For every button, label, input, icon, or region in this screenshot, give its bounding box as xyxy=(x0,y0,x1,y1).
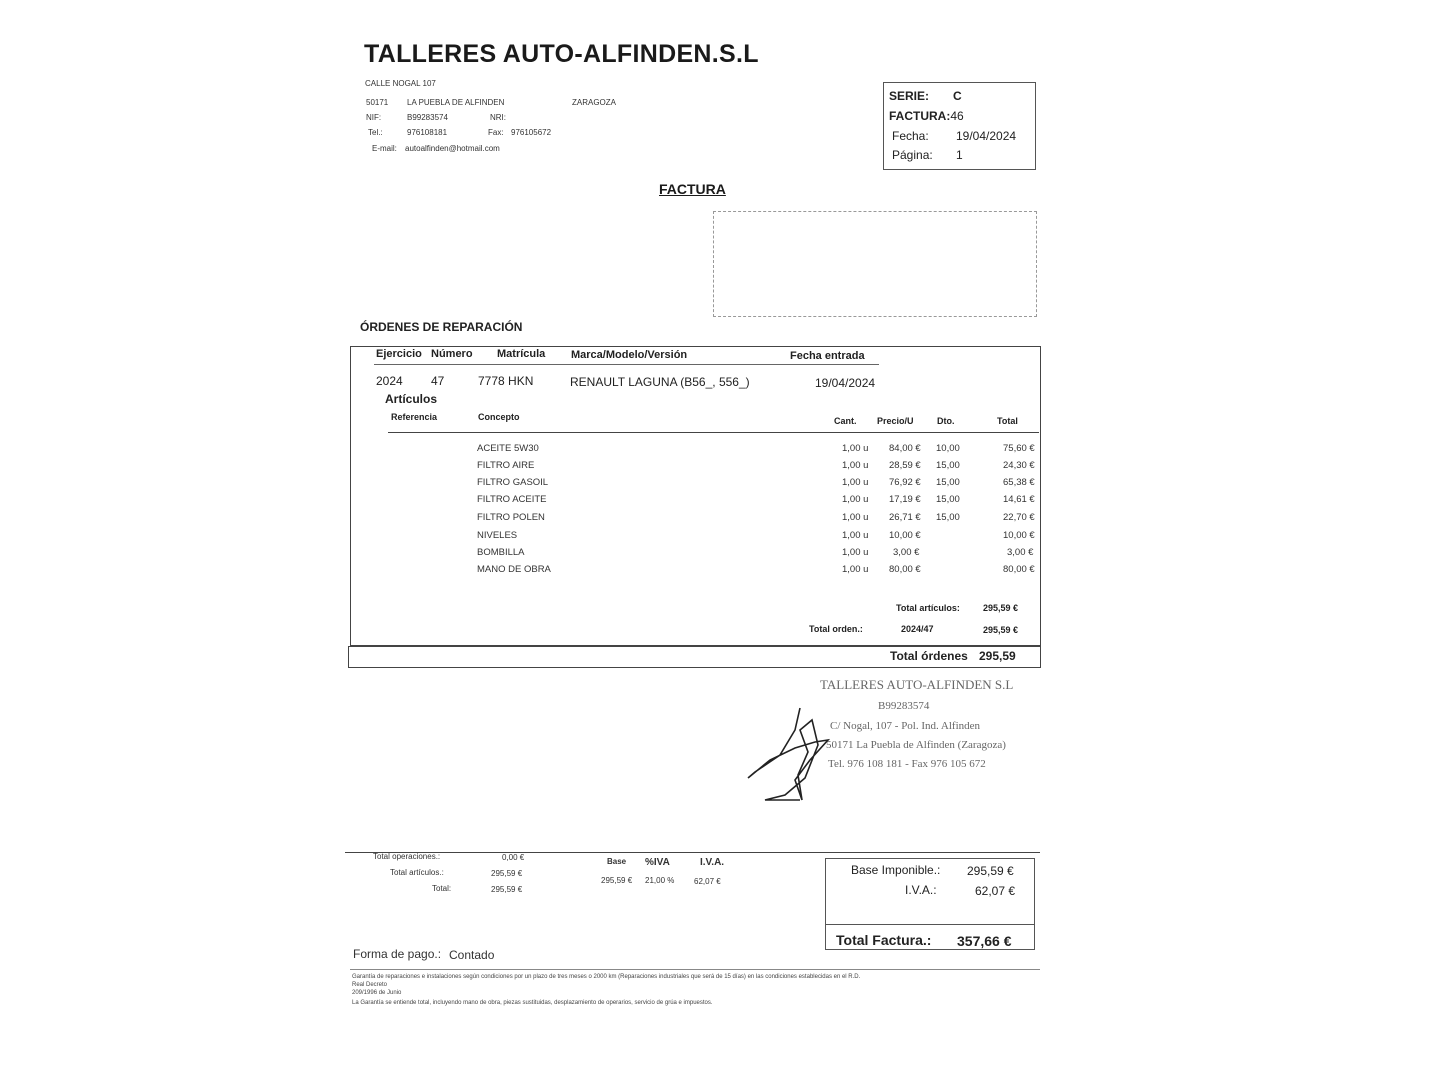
item-cant: 1,00 u xyxy=(842,512,869,523)
total-label: Total: xyxy=(432,884,452,893)
fax-value: 976105672 xyxy=(511,128,552,137)
table-row xyxy=(0,460,1440,477)
footer-line-3: 209/1996 de Junio xyxy=(352,990,402,996)
item-total: 10,00 € xyxy=(1003,530,1035,541)
item-cant: 1,00 u xyxy=(842,443,869,454)
stamp-line-5: Tel. 976 108 181 - Fax 976 105 672 xyxy=(828,758,986,770)
pagina-row xyxy=(892,148,963,162)
tax-piva-label: %IVA xyxy=(645,857,670,868)
summary-base-label: Base Imponible.: xyxy=(851,863,941,877)
item-dto: 15,00 xyxy=(936,494,960,505)
nri-label: NRI: xyxy=(490,113,506,122)
item-precio: 80,00 € xyxy=(889,564,921,575)
factura-value: 46 xyxy=(950,109,964,123)
serie-label: SERIE: xyxy=(889,89,930,103)
total-ordenes-value: 295,59 xyxy=(979,649,1016,663)
bottom-divider xyxy=(345,852,1040,853)
item-concepto: ACEITE 5W30 xyxy=(477,443,539,454)
stamp-line-2: B99283574 xyxy=(878,700,930,712)
item-precio: 10,00 € xyxy=(889,530,921,541)
col-fecha: Fecha entrada xyxy=(790,350,865,362)
total-value: 295,59 € xyxy=(491,885,523,894)
item-precio: 26,71 € xyxy=(889,512,921,523)
tel-value: 976108181 xyxy=(407,128,448,137)
tax-piva-value: 21,00 % xyxy=(645,876,675,885)
item-col-concepto: Concepto xyxy=(478,412,520,422)
table-row xyxy=(0,547,1440,564)
item-cant: 1,00 u xyxy=(842,494,869,505)
footer-line-2: Real Decreto xyxy=(352,982,388,988)
serie-row xyxy=(889,89,962,103)
item-concepto: NIVELES xyxy=(477,530,518,541)
signature xyxy=(740,700,850,810)
company-town: LA PUEBLA DE ALFINDEN xyxy=(407,98,505,107)
total-orden-ref: 2024/47 xyxy=(901,624,934,634)
fax-label: Fax: xyxy=(488,128,504,137)
col-matricula: Matrícula xyxy=(497,348,546,360)
order-matricula: 7778 HKN xyxy=(478,374,534,388)
item-dto: 15,00 xyxy=(936,477,960,488)
item-precio: 28,59 € xyxy=(889,460,921,471)
item-precio: 76,92 € xyxy=(889,477,921,488)
item-concepto: FILTRO POLEN xyxy=(477,512,545,523)
email-label: E-mail: xyxy=(372,144,397,153)
item-col-total: Total xyxy=(997,416,1018,426)
footer-divider xyxy=(350,969,1040,970)
order-ejercicio: 2024 xyxy=(376,374,403,388)
payment-label: Forma de pago.: xyxy=(353,947,442,961)
summary-total-label: Total Factura.: xyxy=(836,932,932,948)
item-col-cant: Cant. xyxy=(834,416,857,426)
tel-label: Tel.: xyxy=(368,128,383,137)
item-concepto: MANO DE OBRA xyxy=(477,564,551,575)
client-box xyxy=(713,211,1037,317)
item-total: 75,60 € xyxy=(1003,443,1035,454)
item-total: 14,61 € xyxy=(1003,494,1035,505)
factura-label: FACTURA: xyxy=(889,109,951,123)
col-marca: Marca/Modelo/Versión xyxy=(571,349,688,361)
total-articulos-value: 295,59 € xyxy=(983,603,1019,613)
item-col-referencia: Referencia xyxy=(391,412,438,422)
stamp-line-4: 50171 La Puebla de Alfinden (Zaragoza) xyxy=(826,739,1006,751)
orders-heading: ÓRDENES DE REPARACIÓN xyxy=(360,320,523,334)
order-marca: RENAULT LAGUNA (B56_, 556_) xyxy=(570,375,750,389)
payment-value: Contado xyxy=(449,948,495,962)
company-province: ZARAGOZA xyxy=(572,98,617,107)
item-total: 3,00 € xyxy=(1007,547,1034,558)
total-articulos-label: Total artículos: xyxy=(896,603,960,613)
summary-iva-label: I.V.A.: xyxy=(905,883,937,897)
item-dto: 15,00 xyxy=(936,460,960,471)
company-address: CALLE NOGAL 107 xyxy=(365,79,436,88)
company-postal-code: 50171 xyxy=(366,98,389,107)
summary-divider xyxy=(826,924,1035,925)
table-row xyxy=(0,530,1440,547)
operaciones-label: Total operaciones.: xyxy=(373,852,441,861)
signature-stroke xyxy=(748,708,828,800)
articulos-total-label: Total artículos.: xyxy=(390,868,444,877)
table-row xyxy=(0,564,1440,581)
pagina-label: Página: xyxy=(892,148,933,162)
stamp-line-3: C/ Nogal, 107 - Pol. Ind. Alfinden xyxy=(830,720,981,732)
fecha-row xyxy=(892,129,1016,143)
item-concepto: FILTRO ACEITE xyxy=(477,494,547,505)
articulos-label: Artículos xyxy=(385,392,438,406)
item-concepto: BOMBILLA xyxy=(477,547,525,558)
item-cant: 1,00 u xyxy=(842,477,869,488)
item-precio: 84,00 € xyxy=(889,443,921,454)
operaciones-value: 0,00 € xyxy=(502,853,525,862)
summary-total-value: 357,66 € xyxy=(957,933,1012,949)
item-dto: 10,00 xyxy=(936,443,960,454)
item-total: 24,30 € xyxy=(1003,460,1035,471)
item-cant: 1,00 u xyxy=(842,530,869,541)
item-precio: 3,00 € xyxy=(893,547,920,558)
order-numero: 47 xyxy=(431,374,445,388)
item-precio: 17,19 € xyxy=(889,494,921,505)
item-total: 80,00 € xyxy=(1003,564,1035,575)
articulos-total-value: 295,59 € xyxy=(491,869,523,878)
serie-value: C xyxy=(953,89,962,103)
header-divider xyxy=(374,364,879,365)
tax-base-value: 295,59 € xyxy=(601,876,633,885)
tax-iva-value: 62,07 € xyxy=(694,877,721,886)
tax-base-label: Base xyxy=(607,857,627,866)
table-row xyxy=(0,494,1440,511)
item-col-dto: Dto. xyxy=(937,416,955,426)
summary-base-value: 295,59 € xyxy=(967,864,1014,878)
tax-iva-label: I.V.A. xyxy=(700,857,725,868)
item-col-precio: Precio/U xyxy=(877,416,914,426)
order-fecha: 19/04/2024 xyxy=(815,376,876,390)
item-concepto: FILTRO GASOIL xyxy=(477,477,549,488)
stamp-line-1: TALLERES AUTO-ALFINDEN S.L xyxy=(820,677,1014,692)
item-cant: 1,00 u xyxy=(842,460,869,471)
table-row xyxy=(0,477,1440,494)
item-cant: 1,00 u xyxy=(842,564,869,575)
fecha-value: 19/04/2024 xyxy=(956,129,1017,143)
total-orden-label: Total orden.: xyxy=(809,624,863,634)
item-total: 65,38 € xyxy=(1003,477,1035,488)
footer-line-1: Garantía de reparaciones e instalaciones según condiciones por un plazo de tres meses o 2000 km (Reparaciones industriales que será de 15 días) en las condiciones establecidas en el R.D. xyxy=(352,974,861,980)
table-row xyxy=(0,512,1440,529)
fecha-label: Fecha: xyxy=(892,129,929,143)
item-cant: 1,00 u xyxy=(842,547,869,558)
footer-line-4: La Garantía se entiende total, incluyendo mano de obra, piezas sustituidas, desplazamiento de operarios, servicio de grúa e impuestos. xyxy=(352,1000,713,1006)
items-divider xyxy=(388,432,1039,433)
invoice-info-box xyxy=(883,82,1036,170)
summary-iva-value: 62,07 € xyxy=(975,884,1016,898)
nif-label: NIF: xyxy=(366,113,382,122)
table-row xyxy=(0,443,1440,460)
total-ordenes-label: Total órdenes xyxy=(890,649,968,663)
pagina-value: 1 xyxy=(956,148,963,162)
email-value: autoalfinden@hotmail.com xyxy=(405,144,500,153)
document-title: FACTURA xyxy=(659,181,726,197)
total-orden-value: 295,59 € xyxy=(983,625,1019,635)
nif-value: B99283574 xyxy=(407,113,448,122)
col-ejercicio: Ejercicio xyxy=(376,348,422,360)
col-numero: Número xyxy=(431,348,473,360)
item-total: 22,70 € xyxy=(1003,512,1035,523)
item-dto: 15,00 xyxy=(936,512,960,523)
item-concepto: FILTRO AIRE xyxy=(477,460,535,471)
factura-row xyxy=(889,109,964,123)
company-name: TALLERES AUTO-ALFINDEN.S.L xyxy=(364,40,759,68)
